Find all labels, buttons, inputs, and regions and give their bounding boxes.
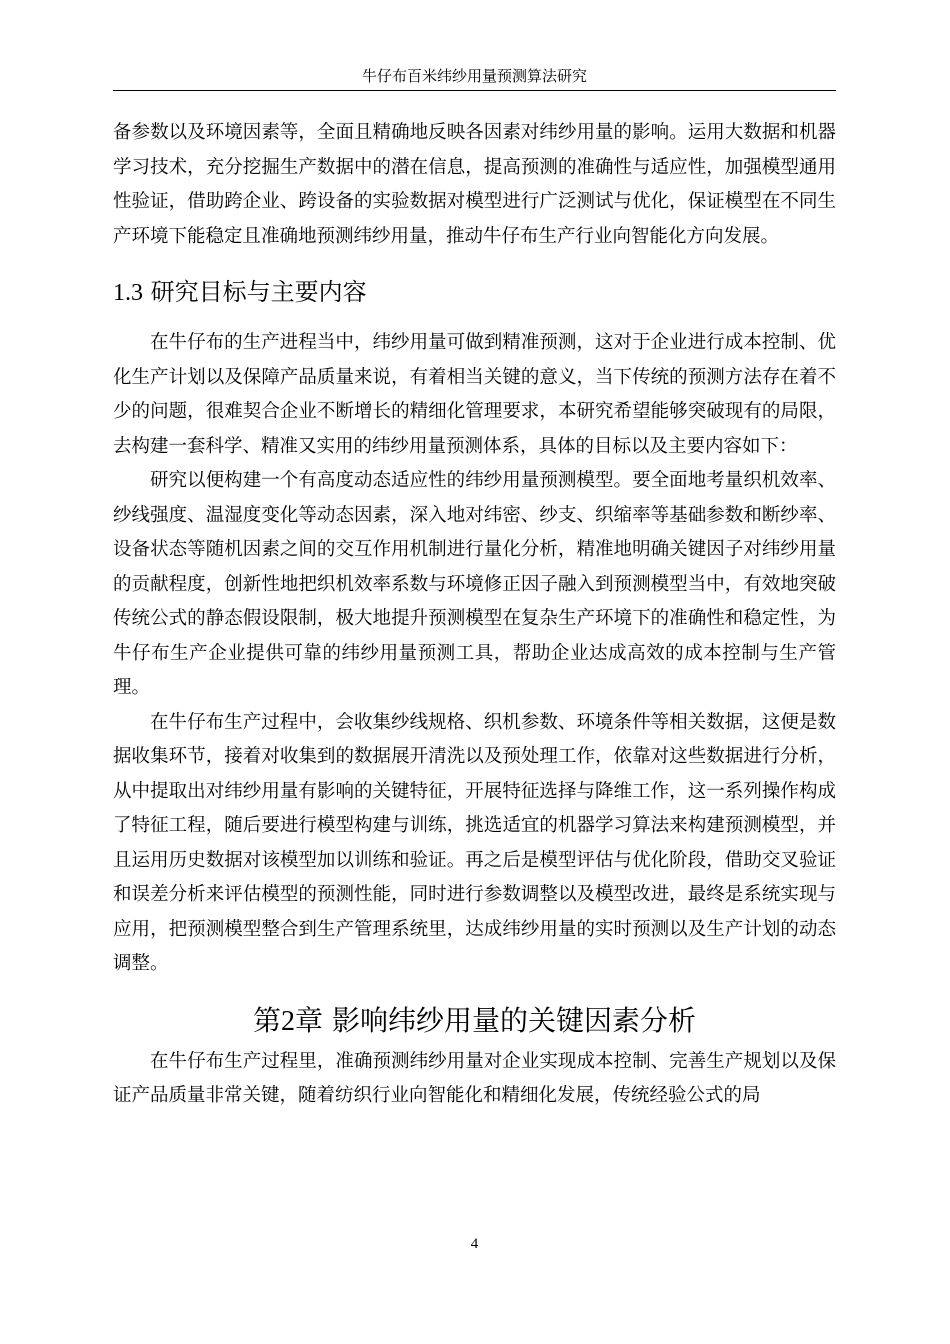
chapter-number: 2	[281, 1005, 296, 1037]
section-title: 研究目标与主要内容	[150, 278, 367, 306]
page-body	[113, 116, 836, 1114]
continued-paragraph: 备参数以及环境因素等，全面且精确地反映各因素对纬纱用量的影响。运用大数据和机器学习技术，充分挖掘生产数据中的潜在信息，提高预测的准确性与适应性，加强模型通用性验证，借助跨企业、跨设备的实验数据对模型进行广泛测试与优化，保证模型在不同生产环境下能稳定且准确地预测纬纱用量，推动牛仔布生产行业向智能化方向发展。	[113, 122, 836, 247]
section-number: 1.3	[113, 280, 143, 306]
section-paragraph-2: 研究以便构建一个有高度动态适应性的纬纱用量预测模型。要全面地考量织机效率、纱线强度、温湿度变化等动态因素，深入地对纬密、纱支、织缩率等基础参数和断纱率、设备状态等随机因素之间的交互作用机制进行量化分析，精准地明确关键因子对纬纱用量的贡献程度，创新性地把织机效率系数与环境修正因子融入到预测模型当中，有效地突破传统公式的静态假设限制，极大地提升预测模型在复杂生产环境下的准确性和稳定性，为牛仔布生产企业提供可靠的纬纱用量预测工具，帮助企业达成高效的成本控制与生产管理。	[113, 470, 836, 698]
chapter-heading	[113, 1000, 836, 1043]
header-rule	[113, 90, 836, 91]
section-heading	[113, 274, 836, 311]
chapter-title: 影响纬纱用量的关键因素分析	[331, 1003, 696, 1037]
section-paragraph-3: 在牛仔布生产过程中，会收集纱线规格、织机参数、环境条件等相关数据，这便是数据收集环节，接着对收集到的数据展开清洗以及预处理工作，依靠对这些数据进行分析，从中提取出对纬纱用量有影响的关键特征，开展特征选择与降维工作，这一系列操作构成了特征工程，随后要进行模型构建与训练，挑选适宜的机器学习算法来构建预测模型，并且运用历史数据对该模型加以训练和验证。再之后是模型评估与优化阶段，借助交叉验证和误差分析来评估模型的预测性能，同时进行参数调整以及模型改进，最终是系统实现与应用，把预测模型整合到生产管理系统里，达成纬纱用量的实时预测以及生产计划的动态调整。	[113, 711, 836, 974]
chapter-paragraph-1: 在牛仔布生产过程里，准确预测纬纱用量对企业实现成本控制、完善生产规划以及保证产品质量非常关键，随着纺织行业向智能化和精细化发展，传统经验公式的局	[113, 1050, 836, 1106]
running-header: 牛仔布百米纬纱用量预测算法研究	[361, 67, 587, 85]
chapter-prefix: 第	[253, 1003, 282, 1037]
chapter-suffix: 章	[295, 1003, 324, 1037]
section-paragraph-1: 在牛仔布的生产进程当中，纬纱用量可做到精准预测，这对于企业进行成本控制、优化生产计划以及保障产品质量来说，有着相当关键的意义，当下传统的预测方法存在着不少的问题，很难契合企业不断增长的精细化管理要求，本研究希望能够突破现有的局限，去构建一套科学、精准又实用的纬纱用量预测体系，具体的目标以及主要内容如下：	[113, 332, 836, 457]
page-number: 4	[470, 1236, 479, 1252]
